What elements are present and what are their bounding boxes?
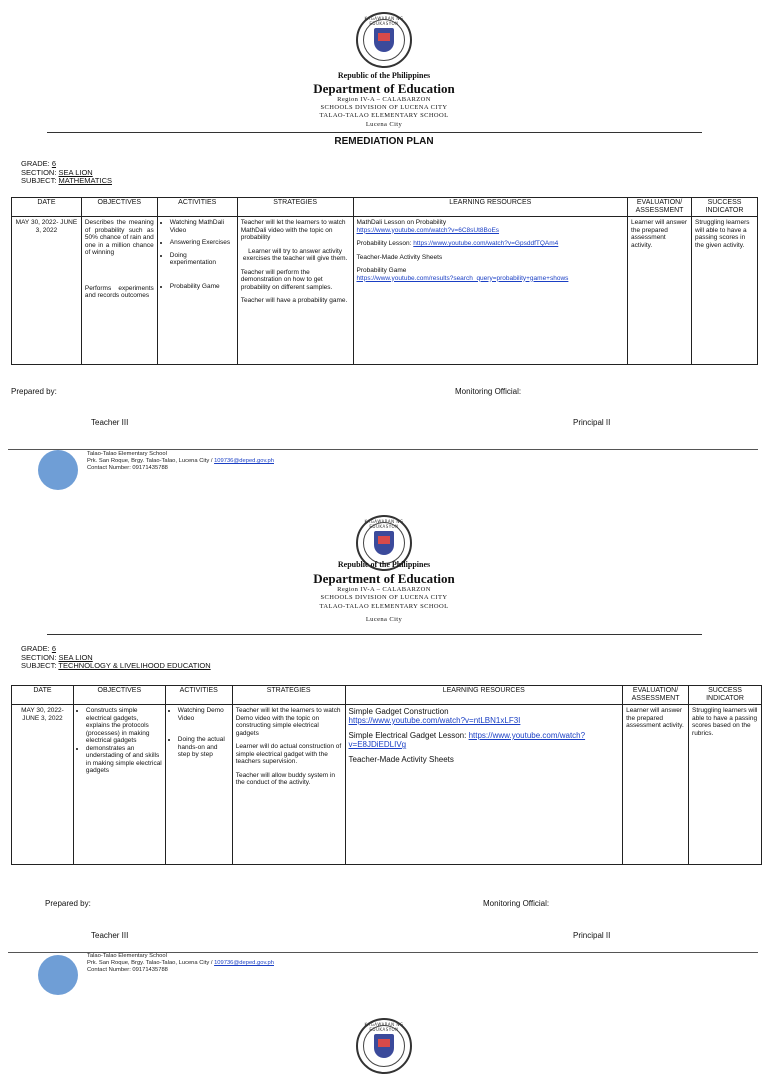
header-city: Lucena City bbox=[365, 616, 403, 623]
list-item: • Probability Game bbox=[170, 283, 234, 291]
list-item: • Watching MathDali Video bbox=[170, 219, 234, 234]
table-row bbox=[12, 217, 758, 365]
col-evaluation: EVALUATION/ ASSESSMENT bbox=[623, 686, 689, 705]
footer-rule bbox=[8, 449, 758, 450]
page-title: REMEDIATION PLAN bbox=[334, 136, 434, 147]
deped-seal-icon: KAGAWARAN NG EDUKASYON bbox=[356, 12, 412, 68]
cell-evaluation: Learner will answer the prepared assessment activity. bbox=[628, 217, 692, 365]
cell-evaluation: Learner will answer the prepared assessment activity. bbox=[623, 705, 689, 865]
monitoring-label: Monitoring Official: bbox=[455, 387, 522, 396]
header-city: Lucena City bbox=[365, 121, 403, 128]
teacher-title: Teacher III bbox=[91, 931, 129, 940]
header-region: Region IV-A – CALABARZON bbox=[337, 586, 431, 593]
header-rule bbox=[47, 132, 702, 133]
header-republic: Republic of the Philippines bbox=[337, 71, 431, 80]
col-activities: ACTIVITIES bbox=[165, 686, 232, 705]
monitoring-label: Monitoring Official: bbox=[483, 899, 550, 908]
cell-date: MAY 30, 2022- JUNE 3, 2022 bbox=[12, 705, 74, 865]
header-division: SCHOOLS DIVISION OF LUCENA CITY bbox=[320, 104, 448, 111]
class-info: GRADE: 6 SECTION: SEA LION SUBJECT: MATHEMATICS bbox=[21, 159, 112, 185]
prepared-by-label: Prepared by: bbox=[11, 387, 57, 396]
prepared-by-label: Prepared by: bbox=[45, 899, 91, 908]
principal-title: Principal II bbox=[573, 418, 611, 427]
deped-seal-icon: KAGAWARAN NG EDUKASYON bbox=[356, 1018, 412, 1074]
table-header-row bbox=[12, 686, 762, 705]
col-activities: ACTIVITIES bbox=[157, 198, 237, 217]
resource-link[interactable]: https://www.youtube.com/watch?v=E8JDiEDLIVg bbox=[348, 731, 586, 749]
footer-info: Talao-Talao Elementary School Prk. San Roque, Brgy. Talao-Talao, Lucena City / 109736@deped.gov.ph Contact Number: 09171435788 bbox=[87, 451, 274, 471]
list-item: • Doing the actual hands-on and step by step bbox=[178, 736, 229, 759]
col-date: DATE bbox=[12, 198, 82, 217]
cell-strategies: Teacher will let the learners to watch MathDali video with the topic on probability Learner will try to answer activity exercises the teacher will give them. Teacher will perform the demonstration on how to get probability on different samples. Teacher will have a probability game. bbox=[237, 217, 353, 365]
col-objectives: OBJECTIVES bbox=[73, 686, 165, 705]
resource-link[interactable]: https://www.youtube.com/watch?v=6C8sUt8BoEs bbox=[356, 226, 500, 234]
resource-link[interactable]: https://www.youtube.com/watch?v=GpsddfTQAm4 bbox=[413, 240, 559, 247]
list-item: • Answering Exercises bbox=[170, 239, 234, 247]
list-item: • Watching Demo Video bbox=[178, 707, 229, 722]
cell-resources: Simple Gadget Construction https://www.youtube.com/watch?v=ntLBN1xLF3I Simple Electrical Gadget Lesson: https://www.youtube.com/watch?v=E8JDiEDLIVg Teacher-Made Activity Sheets bbox=[345, 705, 623, 865]
header-school: TALAO-TALAO ELEMENTARY SCHOOL bbox=[319, 112, 449, 119]
table-header-row bbox=[12, 198, 758, 217]
cell-date: MAY 30, 2022- JUNE 3, 2022 bbox=[12, 217, 82, 365]
col-indicator: SUCCESS INDICATOR bbox=[689, 686, 762, 705]
col-strategies: STRATEGIES bbox=[237, 198, 353, 217]
header-school: TALAO-TALAO ELEMENTARY SCHOOL bbox=[319, 603, 449, 610]
remediation-table bbox=[11, 197, 758, 365]
cell-objectives bbox=[73, 705, 165, 865]
school-logo-icon bbox=[38, 955, 78, 995]
cell-resources: MathDali Lesson on Probability https://www.youtube.com/watch?v=6C8sUt8BoEs Probability Lesson: https://www.youtube.com/watch?v=GpsddfTQAm4 Teacher-Made Activity Sheets Probability Game https://www.youtube.com/results?search_query=probability+game+shows bbox=[353, 217, 628, 365]
header-rule bbox=[47, 634, 702, 635]
header-region: Region IV-A – CALABARZON bbox=[337, 96, 431, 103]
header-division: SCHOOLS DIVISION OF LUCENA CITY bbox=[320, 594, 448, 601]
footer-email-link[interactable]: 109736@deped.gov.ph bbox=[214, 960, 274, 966]
deped-seal-icon: KAGAWARAN NG EDUKASYON bbox=[356, 515, 412, 571]
col-objectives: OBJECTIVES bbox=[81, 198, 157, 217]
school-logo-icon bbox=[38, 450, 78, 490]
cell-activities bbox=[157, 217, 237, 365]
footer-info: Talao-Talao Elementary School Prk. San Roque, Brgy. Talao-Talao, Lucena City / 109736@deped.gov.ph Contact Number: 09171435788 bbox=[87, 953, 274, 973]
col-indicator: SUCCESS INDICATOR bbox=[692, 198, 758, 217]
header-department: Department of Education bbox=[313, 81, 455, 96]
teacher-title: Teacher III bbox=[91, 418, 129, 427]
list-item: • Constructs simple electrical gadgets, explains the protocols (processes) in making electrical gadgets bbox=[86, 707, 162, 745]
cell-strategies: Teacher will let the learners to watch Demo video with the topic on constructing simple electrical gadgets Learner will do actual construction of simple electrical gadget with the teachers supervision. Teacher will allow buddy system in the conduct of the activity. bbox=[232, 705, 345, 865]
header-republic: Republic of the Philippines bbox=[337, 560, 431, 569]
cell-activities bbox=[165, 705, 232, 865]
table-row bbox=[12, 705, 762, 865]
remediation-table bbox=[11, 685, 762, 865]
cell-objectives: Describes the meaning of probability such as 50% chance of rain and one in a million chance of winning Performs experiments and records outcomes bbox=[81, 217, 157, 365]
cell-indicator: Struggling learners will able to have a passing scores in the given activity. bbox=[692, 217, 758, 365]
footer-email-link[interactable]: 109736@deped.gov.ph bbox=[214, 458, 274, 464]
class-info: GRADE: 6 SECTION: SEA LION SUBJECT: TECHNOLOGY & LIVELIHOOD EDUCATION bbox=[21, 644, 211, 670]
list-item: • Doing experimentation bbox=[170, 252, 234, 267]
resource-link[interactable]: https://www.youtube.com/results?search_query=probability+game+shows bbox=[356, 274, 569, 282]
principal-title: Principal II bbox=[573, 931, 611, 940]
cell-indicator: Struggling learners will able to have a passing scores based on the rubrics. bbox=[689, 705, 762, 865]
col-resources: LEARNING RESOURCES bbox=[353, 198, 628, 217]
list-item: • demonstrates an understading of and skills in making simple electrical gadgets bbox=[86, 745, 162, 775]
col-date: DATE bbox=[12, 686, 74, 705]
col-resources: LEARNING RESOURCES bbox=[345, 686, 623, 705]
header-department: Department of Education bbox=[313, 571, 455, 586]
resource-link[interactable]: https://www.youtube.com/watch?v=ntLBN1xLF3I bbox=[348, 716, 521, 725]
col-strategies: STRATEGIES bbox=[232, 686, 345, 705]
col-evaluation: EVALUATION/ ASSESSMENT bbox=[628, 198, 692, 217]
